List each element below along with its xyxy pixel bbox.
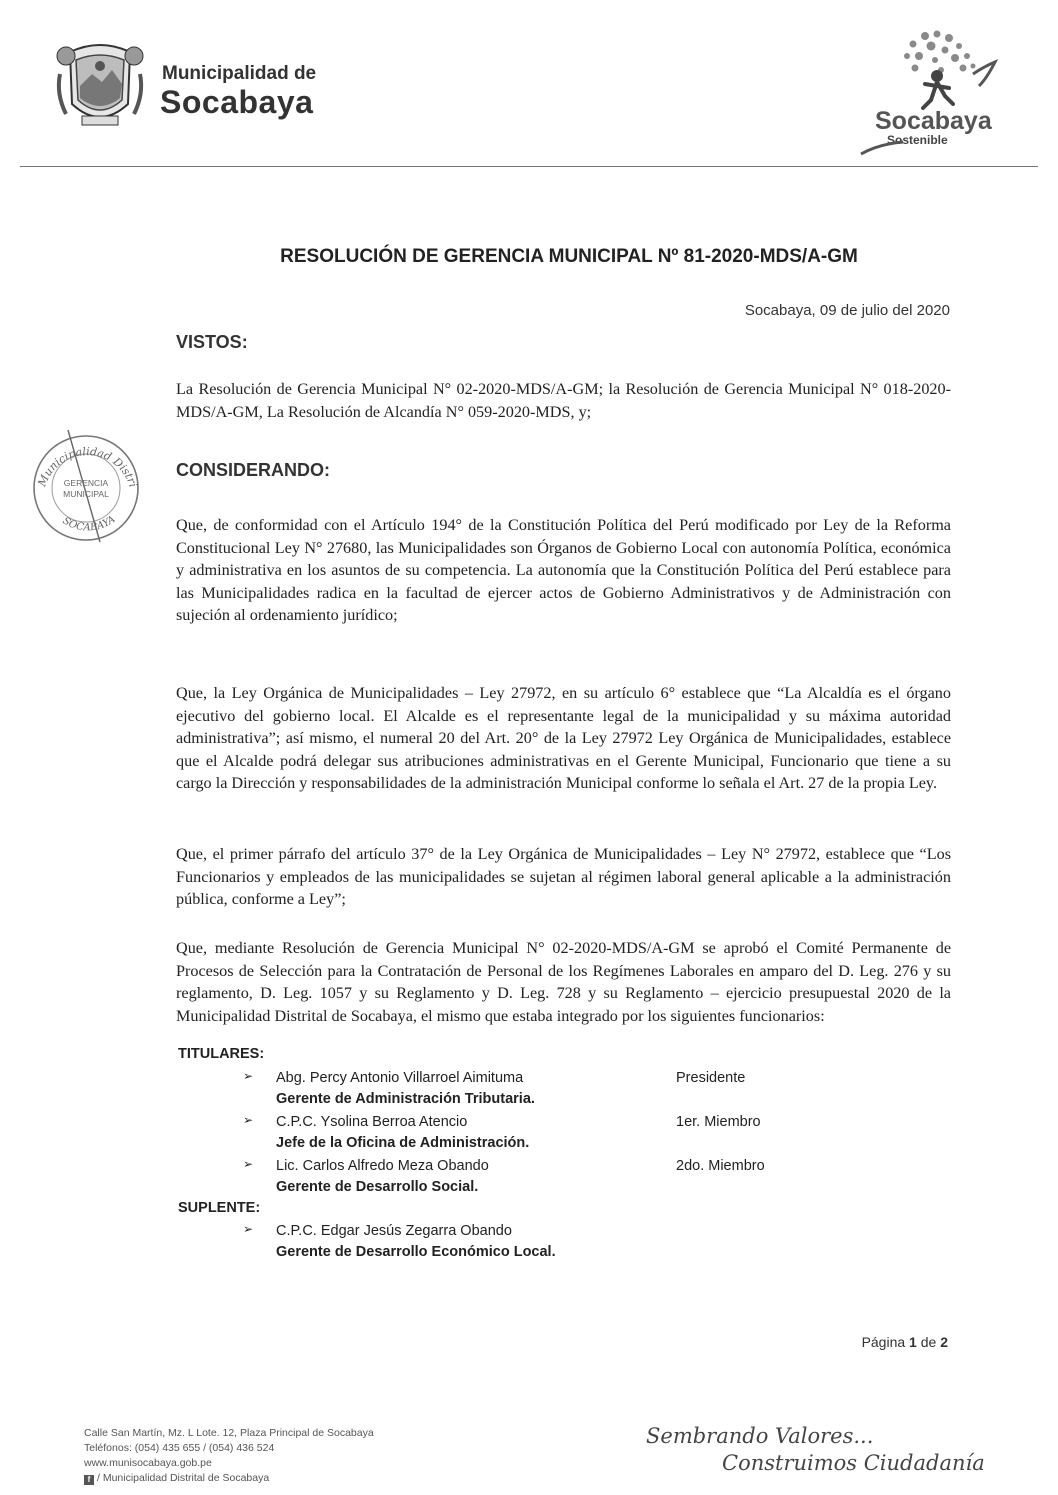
- considerando-paragraph-4: Que, mediante Resolución de Gerencia Municipal N° 02-2020-MDS/A-GM se aprobó el Comité Permanente de Procesos de Selección para la Contratación de Personal de los Regímenes Laborales en amparo del D. Leg. 276 y su reglamento, D. Leg. 1057 y su Reglamento y D. Leg. 728 y su Reglamento – ejercicio presupuestal 2020 de la Municipalidad Distrital de Socabaya, el mismo que estaba integrado por los siguientes funcionarios:: [176, 939, 951, 1025]
- page-current: 1: [909, 1334, 917, 1350]
- resolution-date: Socabaya, 09 de julio del 2020: [744, 302, 950, 319]
- seal-center-text1: GERENCIA: [63, 478, 109, 488]
- socabaya-sostenible-logo: [855, 26, 1005, 161]
- titular-3-role: Gerente de Desarrollo Social.: [276, 1179, 479, 1195]
- seal-top-text: Municipalidad Distri: [35, 445, 140, 489]
- right-logo-subtext: Sostenible: [887, 133, 948, 147]
- org-name-line1: Municipalidad de: [162, 63, 317, 84]
- footer-facebook[interactable]: [84, 1471, 374, 1486]
- titulares-label: TITULARES:: [178, 1046, 265, 1062]
- titular-2-role: Jefe de la Oficina de Administración.: [276, 1135, 530, 1151]
- considerando-paragraph-2: Que, la Ley Orgánica de Municipalidades – Ley 27972, en su artículo 6° establece que “La Alcaldía es el órgano ejecutivo del gobierno local. El Alcalde es el representante legal de la municipalidad y su máxima autoridad administrativa”; así mismo, el numeral 20 del Art. 20° de la Ley 27972 Ley Orgánica de Municipalidades, establece que el Alcalde podrá delegar sus atribuciones administrativas en el Gerente Municipal, Funcionario que tiene a su cargo la Dirección y responsabilidades de la administración Municipal conforme lo señala el Art. 27 de la propia Ley.: [176, 684, 951, 793]
- considerando-paragraph-1: Que, de conformidad con el Artículo 194° de la Constitución Política del Perú modificado por Ley de la Reforma Constitucional Ley N° 27680, las Municipalidades son Órganos de Gobierno Local con autonomía Política, económica y administrativa en los asuntos de su competencia. La autonomía que la Constitución Política del Perú establece para las Municipalidades radica en la facultad de ejercer actos de Gobierno Administrativos y de Administración con sujeción al ordenamiento jurídico;: [176, 516, 951, 625]
- org-name-line2: Socabaya: [160, 84, 314, 120]
- municipal-coat-of-arms-logo: [52, 34, 148, 134]
- bullet-arrow-icon: ➢: [243, 1157, 254, 1171]
- vistos-heading: VISTOS:: [176, 332, 248, 352]
- page-total: 2: [940, 1334, 948, 1350]
- titular-1-name: Abg. Percy Antonio Villarroel Aimituma: [276, 1070, 524, 1086]
- seal-center-text2: MUNICIPAL: [63, 489, 109, 499]
- suplente-1-name: C.P.C. Edgar Jesús Zegarra Obando: [276, 1223, 512, 1239]
- page-number: [760, 1334, 948, 1350]
- footer-website[interactable]: www.munisocabaya.gob.pe: [84, 1457, 212, 1469]
- bullet-arrow-icon: ➢: [243, 1069, 254, 1083]
- titular-3-name: Lic. Carlos Alfredo Meza Obando: [276, 1158, 489, 1174]
- footer-address: Calle San Martín, Mz. L Lote. 12, Plaza Principal de Socabaya: [84, 1427, 374, 1439]
- vistos-paragraph: La Resolución de Gerencia Municipal N° 02-2020-MDS/A-GM; la Resolución de Gerencia Municipal N° 018-2020-MDS/A-GM, La Resolución de Alcandía N° 059-2020-MDS, y;: [176, 380, 951, 421]
- titular-3-position: 2do. Miembro: [676, 1158, 765, 1174]
- page-prefix: Página: [861, 1334, 906, 1350]
- header-divider: [20, 166, 1038, 167]
- footer-facebook-text: / Municipalidad Distrital de Socabaya: [97, 1472, 270, 1484]
- footer-phones: Teléfonos: (054) 435 655 / (054) 436 524: [84, 1442, 275, 1454]
- suplente-label: SUPLENTE:: [178, 1200, 261, 1216]
- footer-contact-info: [84, 1426, 374, 1486]
- suplente-1-role: Gerente de Desarrollo Económico Local.: [276, 1244, 556, 1260]
- considerando-heading: CONSIDERANDO:: [176, 460, 331, 480]
- titular-2-name: C.P.C. Ysolina Berroa Atencio: [276, 1114, 468, 1130]
- official-seal-stamp: [22, 422, 150, 550]
- facebook-icon: f: [84, 1475, 94, 1485]
- resolution-title: RESOLUCIÓN DE GERENCIA MUNICIPAL Nº 81-2020-MDS/A-GM: [280, 246, 858, 267]
- titular-1-role: Gerente de Administración Tributaria.: [276, 1091, 535, 1107]
- svg-text:SOCABAYA: [61, 514, 118, 534]
- titular-1-position: Presidente: [676, 1070, 746, 1086]
- page-of: de: [920, 1334, 937, 1350]
- considerando-paragraph-3: Que, el primer párrafo del artículo 37° de la Ley Orgánica de Municipalidades – Ley N° 27972, establece que “Los Funcionarios y empleados de las municipalidades se sujetan al régimen laboral general aplicable a la administración pública, conforme a Ley”;: [176, 845, 951, 909]
- titular-2-position: 1er. Miembro: [676, 1114, 761, 1130]
- right-logo-text: Socabaya: [875, 107, 992, 135]
- slogan-line2: Construimos Ciudadanía: [722, 1451, 985, 1475]
- slogan-line1: Sembrando Valores...: [646, 1424, 874, 1448]
- bullet-arrow-icon: ➢: [243, 1222, 254, 1236]
- seal-bottom-text: SOCABAYA: [60, 513, 118, 534]
- bullet-arrow-icon: ➢: [243, 1113, 254, 1127]
